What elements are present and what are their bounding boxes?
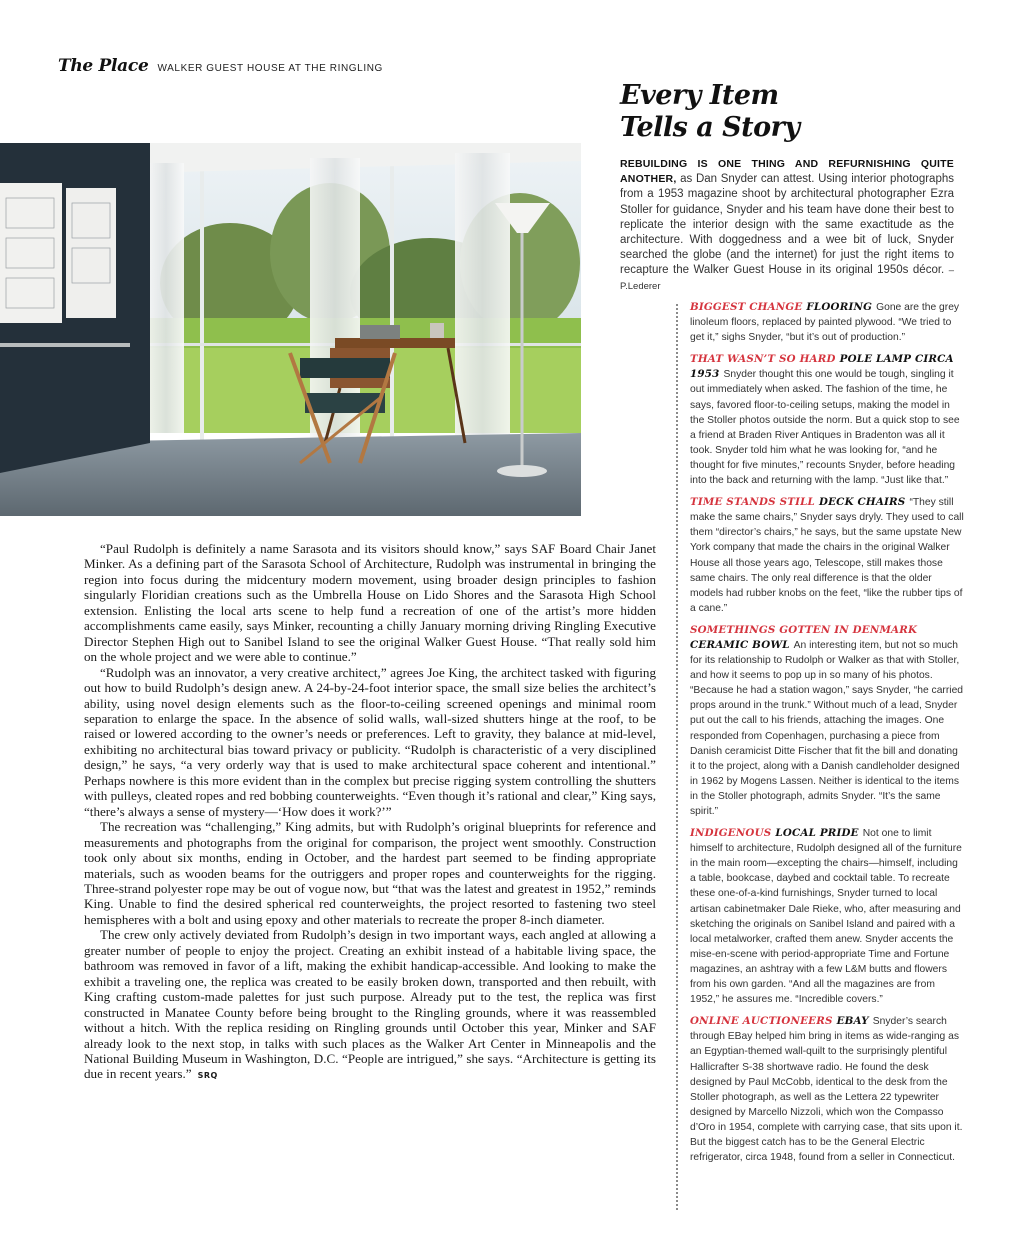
intro-lead: REBUILDING IS ONE THING AND REFURNISHING QUITE ANOTHER,	[620, 158, 954, 186]
sidebar-item-category: TIME STANDS STILL	[690, 496, 815, 509]
article-headline	[620, 80, 800, 144]
sidebar-item-category: THAT WASN’T SO HARD	[690, 353, 836, 366]
headline-line-2: Tells a Story	[620, 112, 800, 143]
sidebar-item	[690, 826, 964, 1007]
body-paragraph: “Paul Rudolph is definitely a name Sarasota and its visitors should know,” says SAF Board Chair Janet Minker. As a defining part of the Sarasota School of Architecture, Rudolph was instrumental in bringing the region into focus during the midcentury modern movement, using broader design principles to fashion singularly Floridian creations such as the Umbrella House on Lido Shores and the Sarasota High School extension. Enlisting the local arts scene to help fund a recreation of one of the artist’s more hidden accomplishments came easily, says Minker, recounting a chilly January morning driving Ringling Executive Director Stephen High out to Sanibel Island to see the original Walker Guest House. “That really sold him on the whole project and we were able to continue.”	[84, 541, 656, 665]
sidebar-item-category: BIGGEST CHANGE	[690, 301, 803, 313]
sidebar-item-title: POLE LAMP CIRCA 1953	[690, 353, 954, 381]
body-paragraph: The recreation was “challenging,” King admits, but with Rudolph’s original blueprints for reference and measurements and photographs from the original for comparison, the project went smoothly. Construction took only about six months, ending in October, and the hardest part seemed to be finding appropriate materials, such as wooden beams for the outriggers and proper ropes and counterweights for the rigging. Three-strand polyester rope may be out of vogue now, but “that was the latest and greatest in 1952,” reminds King. Unable to find the desired spherical red counterweights, the project resorted to fastening two steel hemispheres with a bolt and using epoxy and other materials to recreate the proper 8-inch diameter.	[84, 819, 656, 927]
intro-paragraph	[620, 157, 954, 294]
end-mark: SRQ	[197, 1071, 218, 1081]
sidebar-item-title: DECK CHAIRS	[819, 496, 906, 509]
interior-photo	[0, 143, 581, 516]
body-paragraph: “Rudolph was an innovator, a very creative architect,” agrees Joe King, the architect tasked with figuring out how to build Rudolph’s design anew. A 24-by-24-foot interior space, the small size belies the architect’s ability, using novel design elements such as the floor-to-ceiling screened openings and minimal room separation to enlarge the space. In the absence of solid walls, wall-sized shutters hinge at the roof, to be raised or lowered according to the owner’s needs or preferences. Left to gravity, they balance at mid-level, exhibiting no architectural bias toward privacy or publicity. “Rudolph is characteristic of a very disciplined design,” he says, “a very orderly way that is used to make architectural space coherent and intentional.” Perhaps nowhere is this more evident than in the complex but precise rigging system controlling the shutters with pulleys, cleated ropes and red bobbing counterweights. “Even though it’s rational and clear,” King says, “there’s always a sense of mystery—‘How does it work?’”	[84, 664, 656, 819]
sidebar	[690, 300, 964, 1172]
intro-text: as Dan Snyder can attest. Using interior photographs from a 1953 magazine shoot by architectural photographer Ezra Stoller for guidance, Snyder and his team have done their best to replicate the interior design with the same exactitude as the architecture. With doggedness and a wee bit of luck, Snyder searched the globe (and the internet) for just the right items to recapture the Walker Guest House in its original 1950s décor.	[620, 173, 954, 277]
sidebar-item-text: “They still make the same chairs,” Snyder says dryly. They used to call them “director’s chairs,” he says, but the same upstate New York company that made the chairs in the original Walker House all those years ago, Telescope, still makes those same chairs. The only real difference is that the older models had rubber knobs on the feet, “like the rubber tips of a cane.”	[690, 497, 964, 614]
sidebar-item	[690, 495, 964, 616]
section-kicker: WALKER GUEST HOUSE AT THE RINGLING	[157, 63, 383, 74]
sidebar-item	[690, 300, 964, 345]
sidebar-item-title: EBAY	[836, 1015, 869, 1028]
sidebar-item	[690, 1014, 964, 1165]
sidebar-item-category: SOMETHINGS GOTTEN IN DENMARK	[690, 623, 918, 636]
sidebar-item-title: FLOORING	[806, 301, 873, 313]
sidebar-item-text: Gone are the grey linoleum floors, replaced by painted plywood. “We tried to get it,” sighs Snyder, “but it’s out of production.”	[690, 302, 960, 344]
sidebar-item-title: LOCAL PRIDE	[775, 827, 859, 840]
sidebar-item-category: ONLINE AUCTIONEERS	[690, 1015, 833, 1028]
headline-line-1: Every Item	[620, 80, 779, 111]
article-body	[84, 541, 656, 1084]
sidebar-item-text: Snyder thought this one would be tough, singling it out immediately when asked. The fashion of the time, he says, favored floor-to-ceiling setups, making the model in the Stoller photos outside the norm. But a quick stop to see a friend at Braden River Antiques in Bradenton was all it took. Snyder told him what he was looking for, “and he thought for five minutes,” recounts Snyder, before heading into the back and returning with the lamp. “Just like that.”	[690, 369, 960, 487]
sidebar-item-title: CERAMIC BOWL	[690, 638, 790, 651]
sidebar-item-text: An interesting item, but not so much for its relationship to Rudolph or Walker as that with Stoller, and how it seems to pop up in so many of his photos. “Because he had a station wagon,” says Snyder, “he carried props around in the trunk.” Without much of a lead, Snyder put out the call to his friends, attaching the images. One responded from Copenhagen, purchasing a piece from Danish ceramicist Ditte Fischer that fit the bill and donating it to the project, along with a Danish candleholder designed in 1962 by Mogens Lassen. Neither is identical to the items in the Stoller photograph, admits Snyder. “It’s the same spirit.”	[690, 639, 964, 817]
sidebar-item-category: INDIGENOUS	[690, 827, 772, 840]
sidebar-item	[690, 623, 964, 819]
page-header	[58, 56, 383, 76]
sidebar-item-text: Snyder’s search through EBay helped him bring in items as wide-ranging as an Egyptian-themed wall-quilt to the surprisingly plentiful Hallicrafter S-38 shortwave radio. He found the desk designed by Paul McCobb, identical to the desk from the Stoller photograph, as well as the Lettera 22 typewriter designed by Marcello Nizzoli, which won the Compasso d’Oro in 1954, complete with carrying case, that sits upon it. But the biggest catch has to be the General Electric refrigerator, circa 1948, found from a seller in Connecticut.	[690, 1016, 963, 1164]
sidebar-item-text: Not one to limit himself to architecture, Rudolph designed all of the furniture in the main room—excepting the chairs—himself, including a table, bookcase, daybed and cocktail table. To recreate these one-of-a-kind furnishings, Snyder turned to local artisan cabinetmaker Dale Rieke, who, after measuring and sketching the originals on Sanibel Island and paired with a local metalworker, crafted them anew. Snyder accents the mise-en-scene with period-appropriate Time and Fortune magazines, an ashtray with a few L&M butts and flowers from his own garden. “And all the magazines are from 1952,” he assures me. “Incredible covers.”	[690, 828, 962, 1006]
sidebar-divider	[676, 304, 678, 1210]
body-paragraph-text: The crew only actively deviated from Rudolph’s design in two important ways, each angled at allowing a greater number of people to enjoy the project. Creating an exhibit instead of a habitable living space, the bathroom was removed in favor of a lift, making the exhibit handicap-accessible. And looking to make the exhibit a traveling one, the replica was created to be easily broken down, transported and then rebuilt, with King crafting custom-made palettes for just such purpose. Already put to the test, the replica was first constructed in Manatee County before being brought to the Ringling grounds, where it was reassembled without a hitch. With the replica residing on Ringling grounds until October this year, Minker and SAF already look to the next stop, in talks with such places as the Walker Art Center in Minneapolis and the National Building Museum in Washington, D.C. “People are intrigued,” she says. “Architecture is getting its due in recent years.”	[84, 927, 656, 1082]
interior-photo-illustration	[0, 143, 581, 516]
sidebar-item	[690, 352, 964, 488]
intro-byline: –P.Lederer	[620, 265, 954, 292]
section-name: The Place	[58, 56, 149, 76]
body-paragraph	[84, 927, 656, 1084]
